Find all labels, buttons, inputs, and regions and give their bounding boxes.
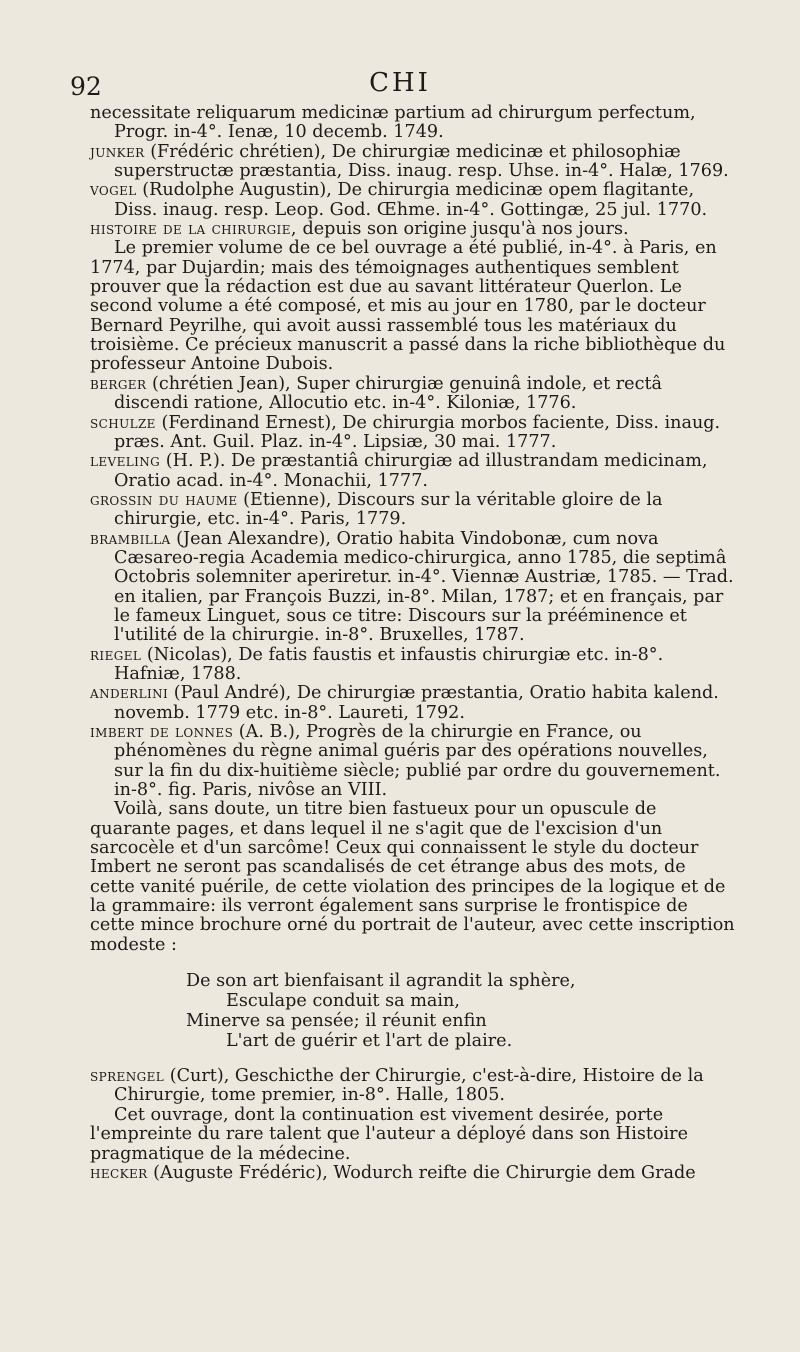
entry-text: depuis son origine jusqu'à nos jours.	[302, 219, 629, 240]
bibliography-entry	[90, 530, 736, 646]
entry-author: histoire de la chirurgie,	[90, 219, 297, 240]
entry-text: (chrétien Jean), Super chirurgiæ genuinâ indole, et rectâ discendi ratione, Allocutio etc. in-4°. Kiloniæ, 1776.	[114, 373, 663, 414]
entry-text: (Auguste Frédéric), Wodurch reifte die Chirurgie dem Grade	[153, 1162, 696, 1183]
commentary-paragraph	[90, 239, 736, 374]
entry-author: junker	[90, 141, 145, 162]
bibliography-entry	[90, 143, 736, 182]
entry-text: (Etienne), Discours sur la véritable gloire de la chirurgie, etc. in-4°. Paris, 1779.	[114, 489, 663, 530]
entry-text: (Paul André), De chirurgiæ præstantia, Oratio habita kalend. novemb. 1779 etc. in-8°. Laureti, 1792.	[114, 683, 719, 723]
page-header	[0, 66, 800, 106]
bibliography-entry	[90, 1067, 736, 1106]
entry-author: brambilla	[90, 528, 171, 549]
bibliography-entry	[90, 723, 736, 800]
bibliography-entry	[90, 684, 736, 723]
entry-author: grossin du haume	[90, 489, 238, 510]
entry-author: riegel	[90, 644, 142, 665]
bibliography-entries	[90, 104, 736, 955]
page-body	[90, 104, 736, 1183]
commentary-paragraph	[90, 800, 736, 955]
entry-text: (Frédéric chrétien), De chirurgiæ medicinæ et philosophiæ superstructæ præstantia, Diss. inaug. resp. Uhse. in-4°. Halæ, 1769.	[114, 141, 729, 182]
entry-author: vogel	[90, 180, 137, 201]
entry-text: Cet ouvrage, dont la continuation est vivement desirée, porte l'empreinte du rare talent que l'auteur a déployé dans son Histoire pragmatique de la médecine.	[90, 1104, 689, 1164]
entry-text: necessitate reliquarum medicinæ partium ad chirurgum perfectum, Progr. in-4°. Ienæ, 10 decemb. 1749.	[90, 103, 696, 143]
entry-author: anderlini	[90, 683, 169, 704]
bibliography-entry	[90, 491, 736, 530]
verse-line: L'art de guérir et l'art de plaire.	[226, 1031, 513, 1052]
bibliography-entry	[90, 181, 736, 220]
entry-author: leveling	[90, 451, 161, 472]
entry-author: imbert de lonnes	[90, 722, 234, 742]
page-number: 92	[70, 72, 102, 101]
entry-text: (Rudolphe Augustin), De chirurgia medicinæ opem flagitante, Diss. inaug. resp. Leop. God. Œhme. in-4°. Gottingæ, 25 jul. 1770.	[114, 180, 708, 220]
bibliography-entry	[90, 375, 736, 414]
entry-text: (Jean Alexandre), Oratio habita Vindobonæ, cum nova Cæsareo-regia Academia medico-chirurgica, anno 1785, die septimâ Octobris solemniter aperiretur. in-4°. Viennæ Austriæ, 1785. — Trad. en italien, par François Buzzi, in-8°. Milan, 1787; et en français, par le fameux Linguet, sous ce titre: Discours sur la prééminence et l'utilité de la chirurgie. in-8°. Bruxelles, 1787.	[114, 528, 734, 646]
bibliography-entry	[90, 414, 736, 453]
bibliography-entry	[90, 220, 736, 239]
entry-author: schulze	[90, 412, 156, 433]
bibliography-entries-after	[90, 1067, 736, 1183]
entry-author: berger	[90, 373, 147, 394]
verse-line: Esculape conduit sa main,	[226, 991, 460, 1012]
running-head: CHI	[369, 68, 431, 98]
entry-text: Voilà, sans doute, un titre bien fastueux pour un opuscule de quarante pages, et dans lequel il ne s'agit que de l'excision d'un sarcocèle et d'un sarcôme! Ceux qui connaissent le style du docteur Imbert ne seront pas scandalisés de cet étrange abus des mots, de cette vanité puérile, de cette violation des principes de la logique et de la grammaire: ils verront également sans surprise le frontispice de cette mince brochure orné du portrait de l'auteur, avec cette inscription modeste :	[90, 799, 735, 955]
entry-text: (A. B.), Progrès de la chirurgie en France, ou phénomènes du règne animal guéris par des opérations nouvelles, sur la fin du dix-huitième siècle; publié par ordre du gouvernement. in-8°. fig. Paris, nivôse an VIII.	[114, 722, 721, 801]
entry-author: hecker	[90, 1162, 148, 1183]
verse-line: Minerve sa pensée; il réunit enfin	[186, 1011, 487, 1032]
entry-text: (Nicolas), De fatis faustis et infaustis chirurgiæ etc. in-8°. Hafniæ, 1788.	[114, 644, 664, 684]
entry-text: (Ferdinand Ernest), De chirurgia morbos faciente, Diss. inaug. præs. Ant. Guil. Plaz. in-4°. Lipsiæ, 30 mai. 1777.	[114, 412, 721, 452]
entry-author: sprengel	[90, 1066, 165, 1087]
bibliography-entry	[90, 452, 736, 491]
bibliography-entry	[90, 1164, 736, 1183]
entry-text: (H. P.). De præstantiâ chirurgiæ ad illustrandam medicinam, Oratio acad. in-4°. Monachii, 1777.	[114, 451, 708, 491]
bibliography-entry	[90, 104, 736, 143]
verse-line: De son art bienfaisant il agrandit la sphère,	[186, 971, 576, 992]
verse-inscription	[186, 971, 736, 1051]
commentary-paragraph	[90, 1106, 736, 1164]
entry-text: Le premier volume de ce bel ouvrage a été publié, in-4°. à Paris, en 1774, par Dujardin; mais des témoignages authentiques semblent prouver que la rédaction est due au savant littérateur Querlon. Le second volume a été composé, et mis au jour en 1780, par le docteur Bernard Peyrilhe, qui avoit aussi rassemblé tous les matériaux du troisième. Ce précieux manuscrit a passé dans la riche bibliothèque du professeur Antoine Dubois.	[90, 238, 726, 375]
entry-text: (Curt), Geschicthe der Chirurgie, c'est-à-dire, Histoire de la Chirurgie, tome premier, in-8°. Halle, 1805.	[114, 1066, 704, 1106]
bibliography-entry	[90, 646, 736, 685]
